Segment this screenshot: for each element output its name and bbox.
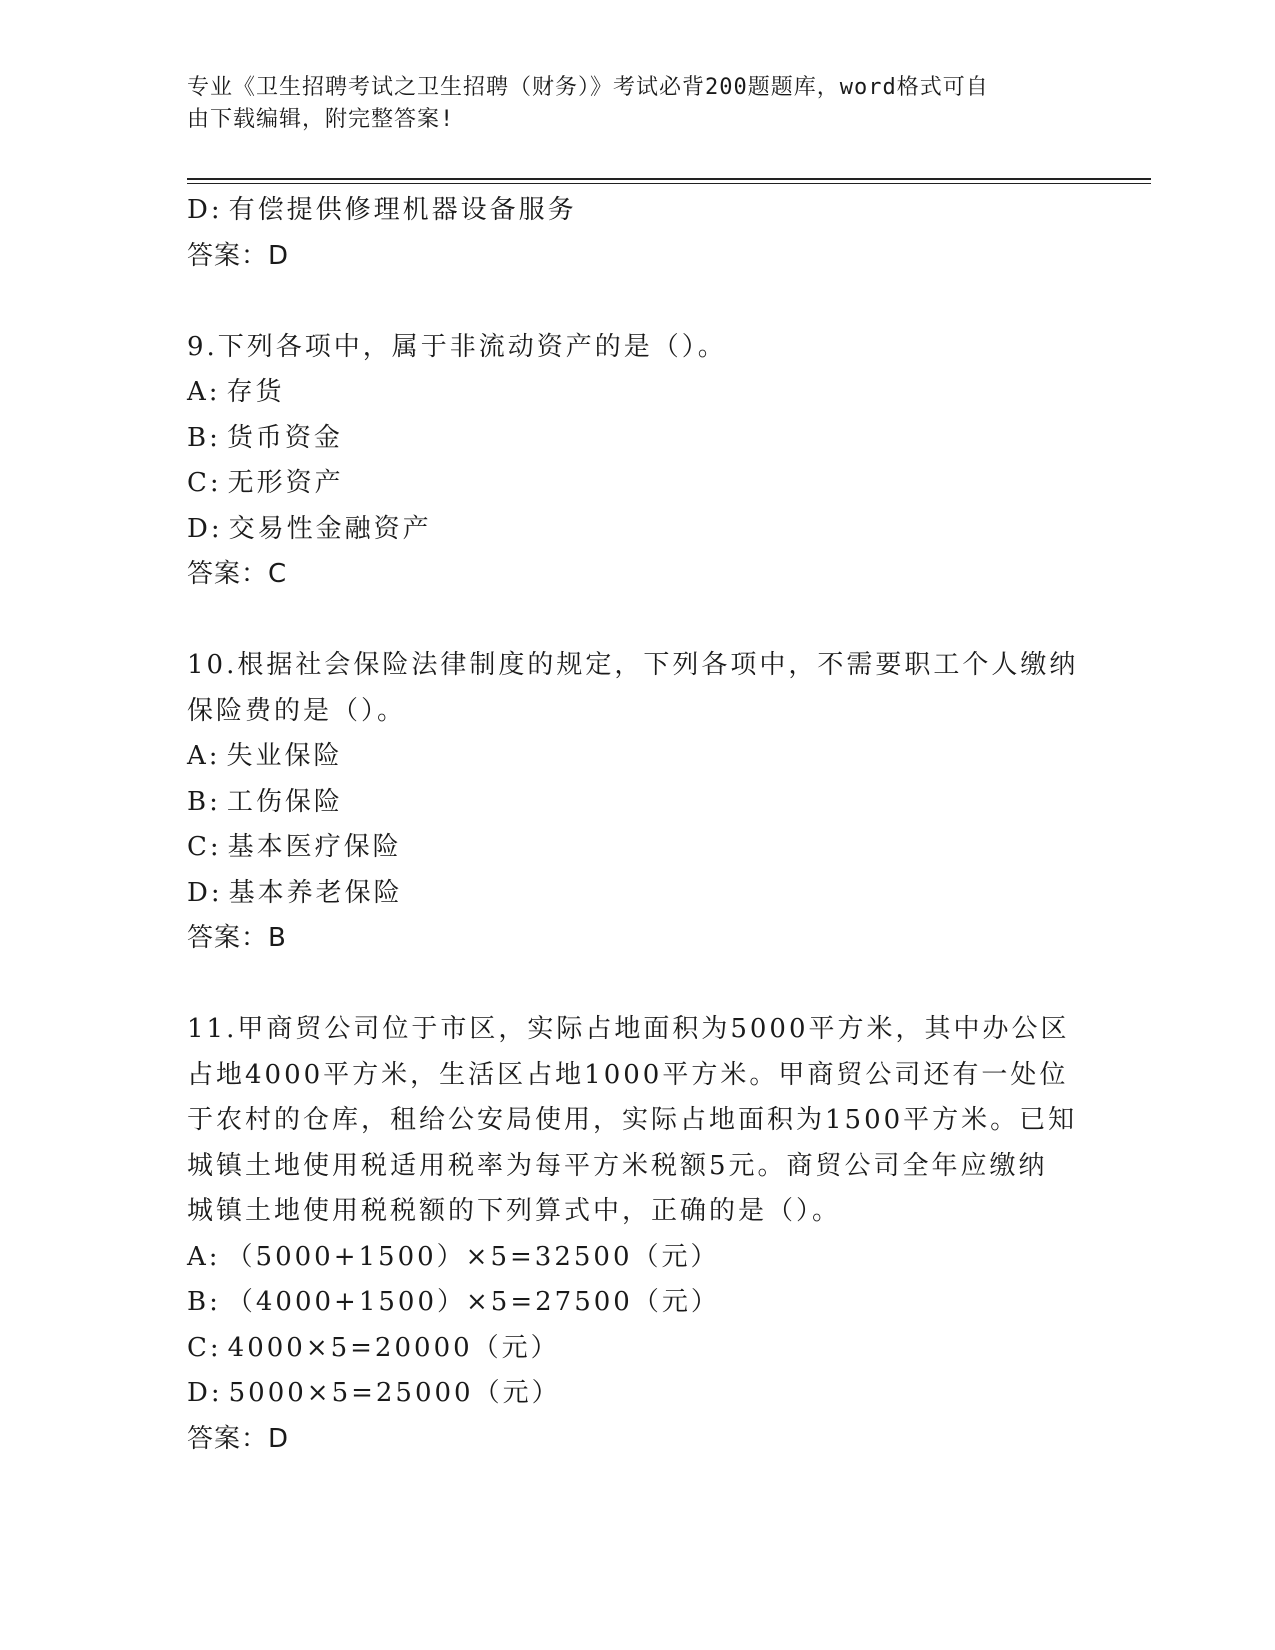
option-text: 基本医疗保险 [227, 832, 402, 862]
option-text: 货币资金 [226, 422, 343, 453]
header-line-1: 专业《卫生招聘考试之卫生招聘（财务）》考试必背200题题库，word格式可自 [187, 75, 989, 100]
q10-stem-line-2: 保险费的是（）。 [187, 695, 407, 726]
q9-option-b [187, 416, 1087, 462]
spacer [187, 962, 1087, 1008]
option-letter: B: [187, 1287, 221, 1317]
q10-option-c [187, 825, 1087, 871]
option-letter: D: [187, 513, 223, 544]
spacer [187, 598, 1087, 644]
option-text: 失业保险 [226, 741, 343, 771]
option-text: 有偿提供修理机器设备服务 [228, 195, 577, 225]
q11-answer: 答案：D [187, 1423, 290, 1454]
header-divider-thin [187, 183, 1151, 184]
q9-stem: 9.下列各项中，属于非流动资产的是（）。 [187, 331, 727, 362]
option-text: 存货 [226, 377, 285, 407]
q11-stem-line-3: 于农村的仓库，租给公安局使用，实际占地面积为1500平方米。已知 [187, 1105, 1078, 1135]
q8-option-d [187, 188, 1087, 234]
document-header [187, 72, 1067, 136]
q9-option-c [187, 461, 1087, 507]
option-text: 基本养老保险 [228, 877, 403, 908]
q10-option-a [187, 734, 1087, 780]
q11-option-d [187, 1371, 1087, 1417]
option-letter: A: [187, 1241, 221, 1272]
q11-option-a [187, 1235, 1087, 1281]
q11-stem-line-1: 11.甲商贸公司位于市区，实际占地面积为5000平方米，其中办公区 [187, 1014, 1070, 1044]
option-letter: D: [187, 1378, 223, 1408]
option-text: （5000+1500）×5=32500（元） [226, 1241, 720, 1272]
option-letter: D: [187, 195, 223, 225]
q11-option-c [187, 1326, 1087, 1372]
option-letter: C: [187, 1332, 222, 1363]
q10-stem-line-1: 10.根据社会保险法律制度的规定，下列各项中，不需要职工个人缴纳 [187, 650, 1079, 680]
option-letter: C: [187, 832, 222, 862]
spacer [187, 279, 1087, 325]
option-letter: B: [187, 422, 221, 453]
option-text: 交易性金融资产 [228, 513, 432, 544]
option-letter: D: [187, 877, 223, 908]
q10-option-d [187, 871, 1087, 917]
option-text: 工伤保险 [226, 786, 343, 817]
option-letter: A: [187, 377, 221, 407]
q9-option-d [187, 507, 1087, 553]
option-letter: A: [187, 741, 221, 771]
q9-option-a [187, 370, 1087, 416]
option-text: （4000+1500）×5=27500（元） [226, 1287, 720, 1317]
q11-stem-line-2: 占地4000平方米，生活区占地1000平方米。甲商贸公司还有一处位 [187, 1059, 1069, 1090]
question-content [187, 188, 1087, 1462]
q9-answer: 答案：C [187, 559, 288, 589]
option-letter: C: [187, 468, 222, 498]
q8-answer: 答案：D [187, 240, 290, 271]
option-letter: B: [187, 786, 221, 817]
header-line-2: 由下载编辑，附完整答案! [187, 107, 455, 132]
option-text: 无形资产 [227, 468, 344, 498]
header-divider-thick [187, 178, 1151, 180]
q10-option-b [187, 780, 1087, 826]
option-text: 4000×5=20000（元） [227, 1332, 560, 1363]
q11-stem-line-5: 城镇土地使用税税额的下列算式中，正确的是（）。 [187, 1196, 842, 1226]
q10-answer: 答案：B [187, 923, 287, 953]
q11-stem-line-4: 城镇土地使用税适用税率为每平方米税额5元。商贸公司全年应缴纳 [187, 1150, 1048, 1181]
option-text: 5000×5=25000（元） [228, 1378, 561, 1408]
q11-option-b [187, 1280, 1087, 1326]
